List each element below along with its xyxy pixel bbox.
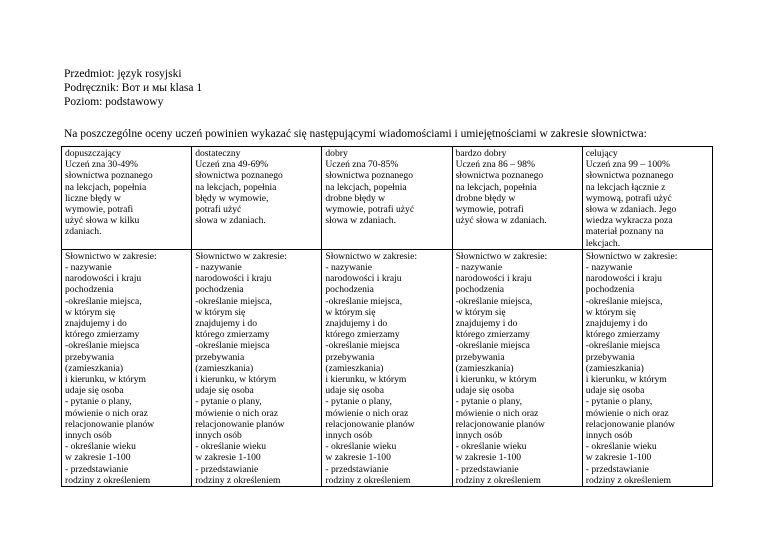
vocabulary-line: narodowości i kraju bbox=[455, 273, 532, 285]
grade-cell bbox=[192, 147, 322, 250]
vocabulary-line: - pytanie o plany, bbox=[65, 396, 132, 408]
vocabulary-line: w zakresie 1-100 bbox=[65, 452, 131, 464]
vocabulary-line: -określanie miejsca, bbox=[585, 295, 663, 307]
vocabulary-line: którego zmierzamy bbox=[585, 329, 661, 341]
vocabulary-line: relacjonowanie planów bbox=[585, 418, 675, 430]
vocabulary-line: udaje się osoba bbox=[325, 385, 384, 397]
vocabulary-line: którego zmierzamy bbox=[195, 329, 270, 341]
vocabulary-line: pochodzenia bbox=[455, 284, 505, 296]
vocabulary-line: - przedstawianie bbox=[455, 463, 519, 475]
knowledge-line: materiał poznany na bbox=[585, 226, 664, 238]
knowledge-line: Uczeń zna 49-69% bbox=[195, 159, 269, 171]
vocabulary-line: rodziny z określeniem bbox=[455, 474, 541, 486]
vocabulary-line: - pytanie o plany, bbox=[455, 396, 523, 408]
table-row bbox=[62, 249, 713, 486]
vocabulary-line: Słownictwo w zakresie: bbox=[455, 250, 548, 262]
knowledge-line: Uczeń zna 30-49% bbox=[65, 159, 138, 171]
knowledge-line: Uczeń zna 70-85% bbox=[325, 159, 399, 171]
vocabulary-line: w zakresie 1-100 bbox=[195, 452, 261, 464]
vocabulary-line: relacjonowanie planów bbox=[65, 418, 155, 430]
knowledge-line: wymowie, potrafi użyć bbox=[325, 204, 415, 216]
vocabulary-line: (zamieszkania) bbox=[65, 362, 124, 374]
vocabulary-line: innych osób bbox=[325, 430, 373, 442]
vocabulary-line: mówienie o nich oraz bbox=[195, 407, 279, 419]
knowledge-line: na lekcjach łącznie z bbox=[585, 181, 666, 193]
grades-table bbox=[61, 146, 713, 487]
vocabulary-line: w którym się bbox=[65, 306, 116, 318]
knowledge-line: użyć słowa w zdaniach. bbox=[455, 215, 547, 227]
vocabulary-line: którego zmierzamy bbox=[65, 329, 140, 341]
level-line: Poziom: podstawowy bbox=[64, 96, 164, 108]
vocabulary-line: przebywania bbox=[195, 351, 245, 363]
vocabulary-line: innych osób bbox=[195, 430, 242, 442]
vocabulary-line: Słownictwo w zakresie: bbox=[65, 250, 157, 262]
vocabulary-line: - przedstawianie bbox=[195, 463, 259, 475]
vocabulary-line: i kierunku, w którym bbox=[195, 374, 277, 386]
vocabulary-line: -określanie miejsca, bbox=[65, 295, 142, 307]
vocabulary-line: znajdujemy i do bbox=[585, 318, 648, 330]
vocabulary-line: przebywania bbox=[325, 351, 375, 363]
vocabulary-line: pochodzenia bbox=[195, 284, 244, 296]
vocabulary-line: i kierunku, w którym bbox=[455, 374, 537, 386]
knowledge-line: wiedza wykracza poza bbox=[585, 215, 673, 227]
vocabulary-line: - nazywanie bbox=[585, 262, 633, 274]
vocabulary-line: Słownictwo w zakresie: bbox=[195, 250, 287, 262]
vocabulary-line: mówienie o nich oraz bbox=[65, 407, 148, 419]
vocabulary-line: rodziny z określeniem bbox=[585, 474, 671, 486]
vocabulary-line: którego zmierzamy bbox=[455, 329, 530, 341]
vocabulary-line: udaje się osoba bbox=[195, 385, 254, 397]
grade-name: dopuszczający bbox=[65, 148, 121, 159]
vocabulary-line: innych osób bbox=[585, 430, 633, 442]
vocabulary-line: mówienie o nich oraz bbox=[455, 407, 539, 419]
vocabulary-line: - przedstawianie bbox=[585, 463, 649, 475]
vocabulary-line: - pytanie o plany, bbox=[585, 396, 653, 408]
subject-line: Przedmiot: język rosyjski bbox=[64, 68, 182, 80]
table-row bbox=[62, 147, 713, 250]
vocabulary-line: którego zmierzamy bbox=[325, 329, 400, 341]
vocabulary-line: - nazywanie bbox=[65, 262, 112, 274]
vocabulary-line: -określanie miejsca bbox=[455, 340, 530, 352]
grade-name: celujący bbox=[585, 148, 618, 159]
vocabulary-line: pochodzenia bbox=[325, 284, 374, 296]
vocabulary-line: znajdujemy i do bbox=[455, 318, 518, 330]
grade-name: dobry bbox=[325, 148, 348, 159]
grade-cell bbox=[322, 147, 452, 250]
vocabulary-line: - pytanie o plany, bbox=[325, 396, 392, 408]
vocabulary-line: relacjonowanie planów bbox=[325, 418, 415, 430]
vocabulary-line: - określanie wieku bbox=[455, 441, 527, 453]
vocabulary-line: (zamieszkania) bbox=[585, 362, 644, 374]
vocabulary-line: - nazywanie bbox=[195, 262, 242, 274]
vocabulary-line: - określanie wieku bbox=[65, 441, 136, 453]
vocabulary-line: Słownictwo w zakresie: bbox=[585, 250, 678, 262]
vocabulary-line: pochodzenia bbox=[65, 284, 114, 296]
knowledge-line: Uczeń zna 86 – 98% bbox=[455, 159, 535, 171]
vocabulary-line: w którym się bbox=[585, 306, 636, 318]
knowledge-line: użyć słowa w kilku bbox=[65, 215, 140, 227]
vocabulary-line: znajdujemy i do bbox=[325, 318, 388, 330]
knowledge-line: słowa w zdaniach. bbox=[325, 215, 396, 227]
vocabulary-line: -określanie miejsca bbox=[65, 340, 140, 352]
knowledge-line: słownictwa poznanego bbox=[455, 170, 544, 182]
vocabulary-line: -określanie miejsca bbox=[325, 340, 400, 352]
grade-cell bbox=[62, 147, 192, 250]
vocabulary-line: -określanie miejsca, bbox=[325, 295, 403, 307]
vocabulary-line: pochodzenia bbox=[585, 284, 635, 296]
vocabulary-line: i kierunku, w którym bbox=[325, 374, 407, 386]
vocabulary-line: mówienie o nich oraz bbox=[325, 407, 409, 419]
vocabulary-line: mówienie o nich oraz bbox=[585, 407, 669, 419]
knowledge-line: lekcjach. bbox=[585, 237, 621, 249]
vocabulary-line: -określanie miejsca bbox=[585, 340, 661, 352]
grade-cell bbox=[582, 147, 712, 250]
knowledge-line: Uczeń zna 99 – 100% bbox=[585, 159, 670, 171]
vocabulary-line: narodowości i kraju bbox=[65, 273, 142, 285]
vocabulary-line: udaje się osoba bbox=[585, 385, 645, 397]
vocabulary-line: w zakresie 1-100 bbox=[455, 452, 522, 464]
vocabulary-line: w którym się bbox=[325, 306, 376, 318]
knowledge-line: słownictwa poznanego bbox=[585, 170, 674, 182]
vocabulary-line: - przedstawianie bbox=[65, 463, 129, 475]
knowledge-line: na lekcjach, popełnia bbox=[325, 181, 407, 193]
vocabulary-cell bbox=[62, 249, 192, 486]
vocabulary-line: - pytanie o plany, bbox=[195, 396, 262, 408]
vocabulary-line: innych osób bbox=[455, 430, 503, 442]
textbook-line: Podręcznik: Вот и мы klasa 1 bbox=[64, 82, 203, 94]
document-header bbox=[64, 67, 202, 109]
vocabulary-line: - określanie wieku bbox=[585, 441, 657, 453]
vocabulary-line: -określanie miejsca, bbox=[195, 295, 272, 307]
vocabulary-line: rodziny z określeniem bbox=[325, 474, 411, 486]
vocabulary-line: znajdujemy i do bbox=[195, 318, 257, 330]
vocabulary-line: przebywania bbox=[65, 351, 115, 363]
vocabulary-line: narodowości i kraju bbox=[585, 273, 662, 285]
grade-name: bardzo dobry bbox=[455, 148, 507, 159]
vocabulary-cell bbox=[322, 249, 452, 486]
vocabulary-line: rodziny z określeniem bbox=[195, 474, 281, 486]
knowledge-line: słowa w zdaniach. Jego bbox=[585, 204, 677, 216]
vocabulary-line: narodowości i kraju bbox=[325, 273, 402, 285]
vocabulary-line: i kierunku, w którym bbox=[65, 374, 147, 386]
vocabulary-line: - określanie wieku bbox=[195, 441, 267, 453]
knowledge-line: drobne błędy w bbox=[455, 192, 516, 204]
vocabulary-line: -określanie miejsca bbox=[195, 340, 270, 352]
vocabulary-line: przebywania bbox=[585, 351, 635, 363]
knowledge-line: liczne błędy w bbox=[65, 192, 121, 204]
vocabulary-line: -określanie miejsca, bbox=[455, 295, 533, 307]
vocabulary-line: relacjonowanie planów bbox=[455, 418, 545, 430]
knowledge-line: wymowie, potrafi bbox=[455, 204, 524, 216]
knowledge-line: słowa w zdaniach. bbox=[195, 215, 266, 227]
knowledge-line: drobne błędy w bbox=[325, 192, 386, 204]
knowledge-line: słownictwa poznanego bbox=[195, 170, 283, 182]
vocabulary-line: narodowości i kraju bbox=[195, 273, 272, 285]
vocabulary-line: w którym się bbox=[195, 306, 246, 318]
grade-cell bbox=[452, 147, 582, 250]
knowledge-line: na lekcjach, popełnia bbox=[65, 181, 147, 193]
vocabulary-line: - przedstawianie bbox=[325, 463, 389, 475]
vocabulary-line: innych osób bbox=[65, 430, 112, 442]
knowledge-line: słownictwa poznanego bbox=[65, 170, 153, 182]
vocabulary-line: - nazywanie bbox=[455, 262, 503, 274]
vocabulary-line: relacjonowanie planów bbox=[195, 418, 285, 430]
vocabulary-line: (zamieszkania) bbox=[195, 362, 254, 374]
vocabulary-line: i kierunku, w którym bbox=[585, 374, 667, 386]
vocabulary-cell bbox=[452, 249, 582, 486]
vocabulary-line: - określanie wieku bbox=[325, 441, 397, 453]
knowledge-line: słownictwa poznanego bbox=[325, 170, 414, 182]
vocabulary-line: w zakresie 1-100 bbox=[585, 452, 652, 464]
vocabulary-line: (zamieszkania) bbox=[455, 362, 514, 374]
vocabulary-line: w zakresie 1-100 bbox=[325, 452, 391, 464]
knowledge-line: potrafi użyć bbox=[195, 204, 242, 216]
knowledge-line: błędy w wymowie, bbox=[195, 192, 269, 204]
vocabulary-line: (zamieszkania) bbox=[325, 362, 384, 374]
knowledge-line: na lekcjach, popełnia bbox=[195, 181, 277, 193]
vocabulary-line: w którym się bbox=[455, 306, 506, 318]
knowledge-line: na lekcjach, popełnia bbox=[455, 181, 537, 193]
vocabulary-line: rodziny z określeniem bbox=[65, 474, 151, 486]
vocabulary-line: udaje się osoba bbox=[455, 385, 515, 397]
knowledge-line: wymowie, potrafi bbox=[65, 204, 134, 216]
vocabulary-line: znajdujemy i do bbox=[65, 318, 127, 330]
vocabulary-line: Słownictwo w zakresie: bbox=[325, 250, 418, 262]
vocabulary-line: - nazywanie bbox=[325, 262, 372, 274]
vocabulary-cell bbox=[192, 249, 322, 486]
vocabulary-line: udaje się osoba bbox=[65, 385, 124, 397]
vocabulary-line: przebywania bbox=[455, 351, 505, 363]
vocabulary-cell bbox=[582, 249, 712, 486]
intro-text: Na poszczególne oceny uczeń powinien wykazać się następującymi wiadomościami i umiejętnościami w zakresie słownictwa: bbox=[64, 128, 647, 140]
knowledge-line: wymową, potrafi użyć bbox=[585, 192, 672, 204]
grade-name: dostateczny bbox=[195, 148, 241, 159]
knowledge-line: zdaniach. bbox=[65, 226, 102, 238]
